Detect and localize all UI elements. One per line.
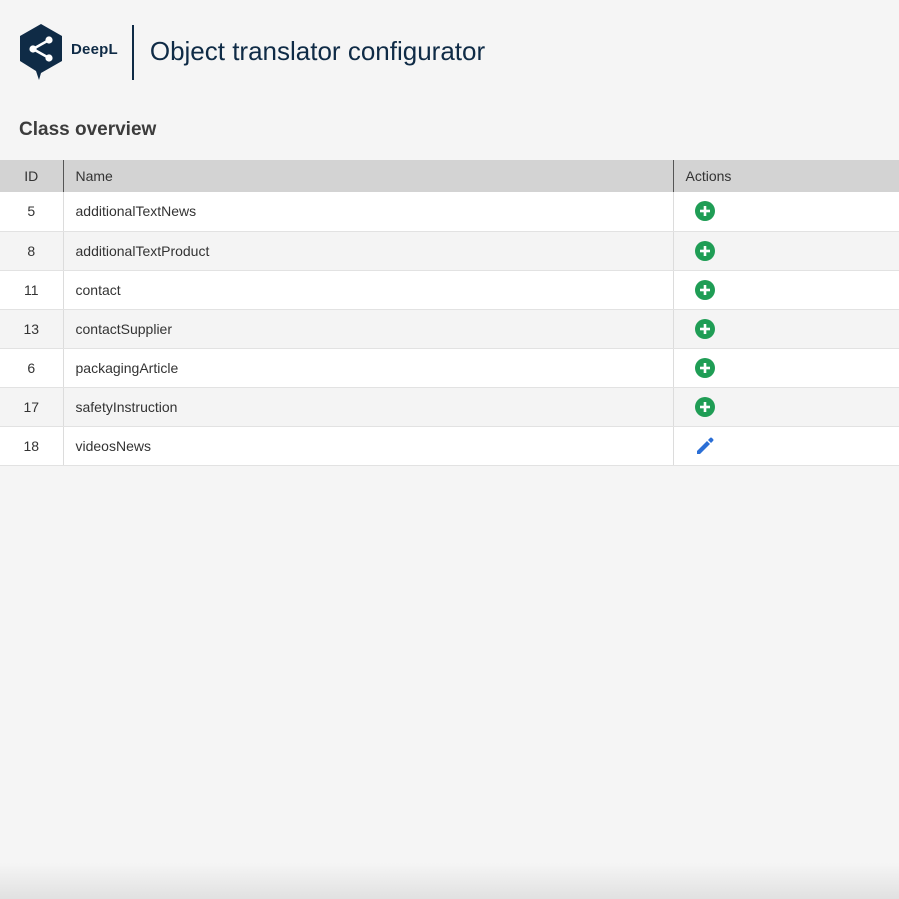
- add-button[interactable]: [694, 396, 716, 418]
- edit-button[interactable]: [694, 435, 716, 457]
- header-divider: [132, 25, 134, 80]
- cell-actions: [673, 192, 899, 231]
- table-row: [0, 270, 899, 309]
- cell-name: contactSupplier: [63, 309, 673, 348]
- table-header: [0, 160, 899, 192]
- table-body: [0, 192, 899, 465]
- add-button[interactable]: [694, 240, 716, 262]
- cell-id: 13: [0, 309, 63, 348]
- bottom-fade: [0, 863, 899, 899]
- cell-name: safetyInstruction: [63, 387, 673, 426]
- table-row: [0, 387, 899, 426]
- add-button[interactable]: [694, 200, 716, 222]
- cell-id: 8: [0, 231, 63, 270]
- column-header-name: Name: [63, 160, 673, 192]
- section-title: Class overview: [19, 119, 157, 140]
- cell-actions: [673, 270, 899, 309]
- add-button[interactable]: [694, 357, 716, 379]
- app-title: Object translator configurator: [149, 35, 486, 66]
- column-header-actions: Actions: [673, 160, 899, 192]
- cell-name: additionalTextNews: [63, 192, 673, 231]
- cell-id: 17: [0, 387, 63, 426]
- table-row: [0, 426, 899, 465]
- add-icon: [695, 319, 715, 339]
- edit-icon: [695, 436, 715, 456]
- table-row: [0, 192, 899, 231]
- add-icon: [695, 201, 715, 221]
- deepl-logo-icon: [18, 23, 64, 81]
- cell-name: packagingArticle: [63, 348, 673, 387]
- table-row: [0, 309, 899, 348]
- header: [18, 22, 485, 82]
- column-header-id: ID: [0, 160, 63, 192]
- cell-id: 6: [0, 348, 63, 387]
- cell-actions: [673, 387, 899, 426]
- cell-id: 11: [0, 270, 63, 309]
- table-row: [0, 231, 899, 270]
- logo-text: DeepL: [71, 40, 118, 58]
- cell-id: 18: [0, 426, 63, 465]
- cell-actions: [673, 231, 899, 270]
- cell-actions: [673, 348, 899, 387]
- add-icon: [695, 358, 715, 378]
- add-icon: [695, 241, 715, 261]
- table-row: [0, 348, 899, 387]
- deepl-logo: [18, 22, 118, 82]
- cell-id: 5: [0, 192, 63, 231]
- add-icon: [695, 397, 715, 417]
- cell-name: videosNews: [63, 426, 673, 465]
- cell-actions: [673, 426, 899, 465]
- class-table: [0, 160, 899, 466]
- add-button[interactable]: [694, 279, 716, 301]
- add-button[interactable]: [694, 318, 716, 340]
- cell-actions: [673, 309, 899, 348]
- cell-name: additionalTextProduct: [63, 231, 673, 270]
- add-icon: [695, 280, 715, 300]
- cell-name: contact: [63, 270, 673, 309]
